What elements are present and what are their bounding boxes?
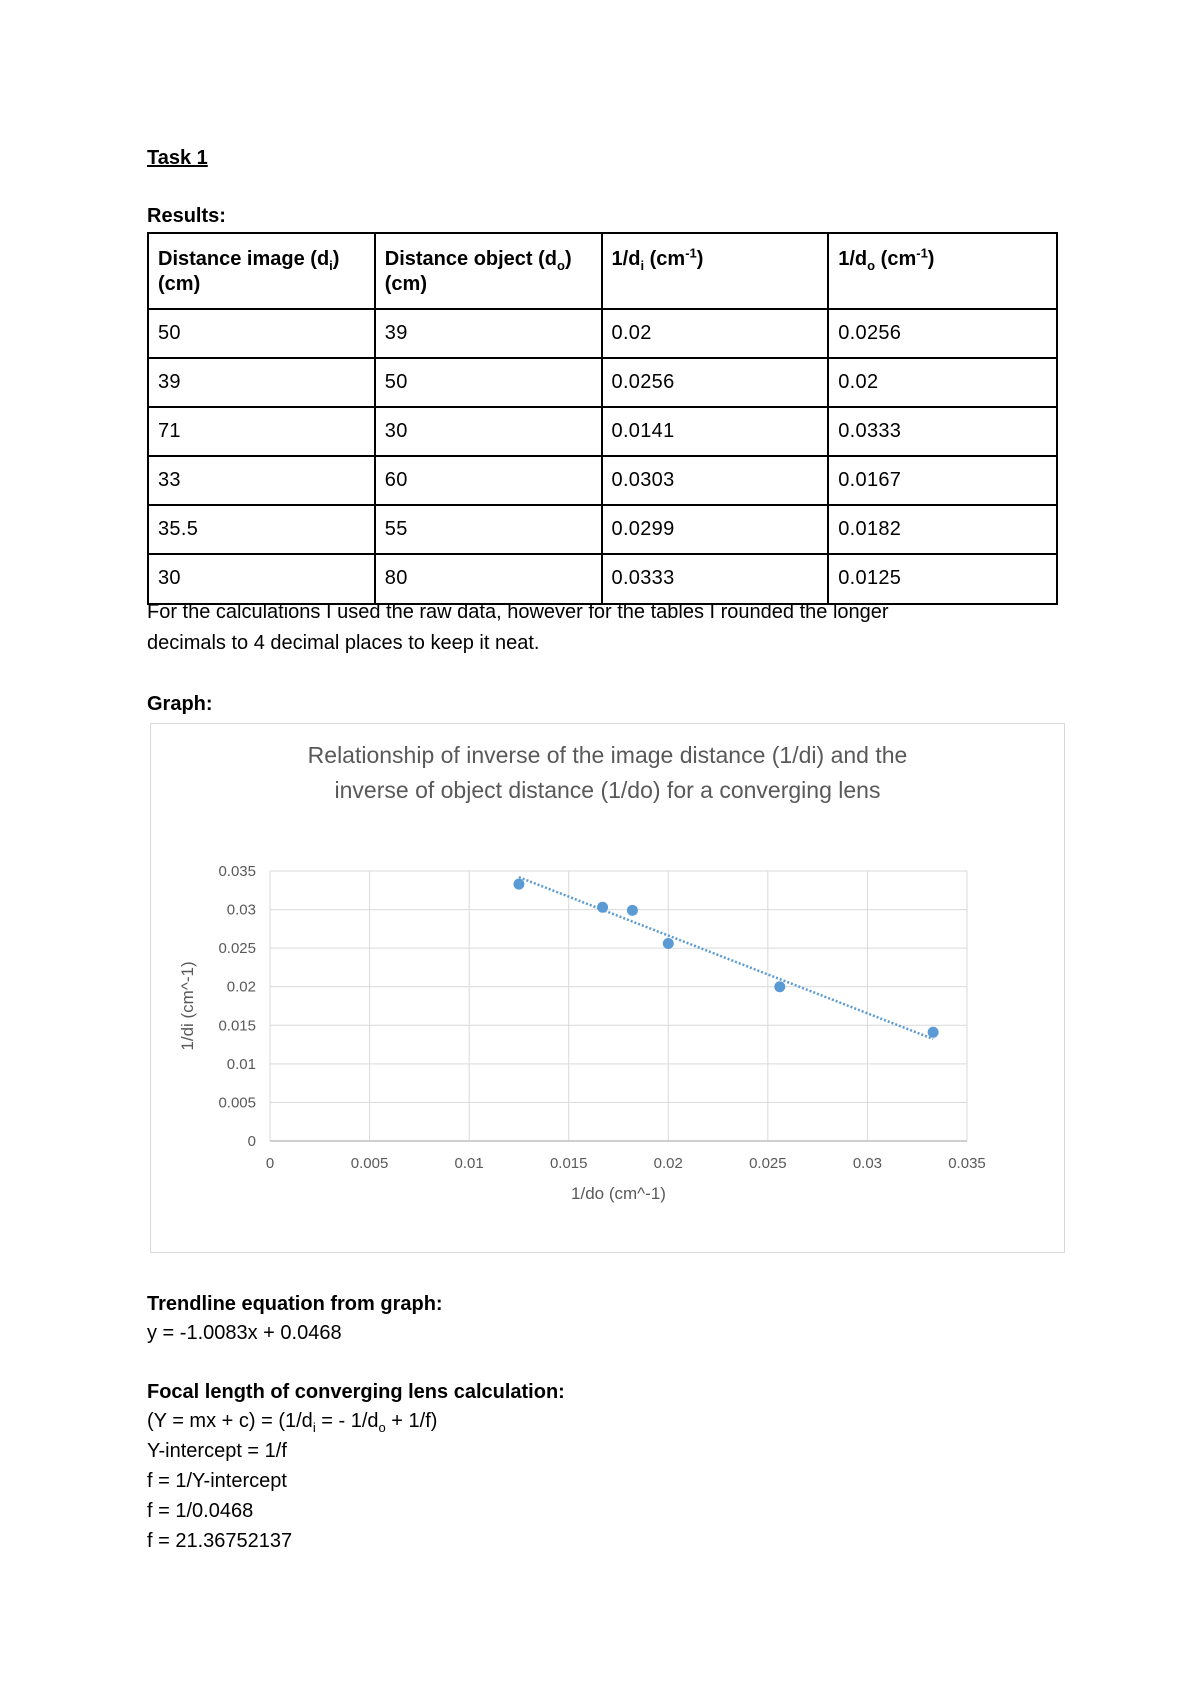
table-cell: 0.0256 — [828, 309, 1057, 358]
x-tick-label: 0.015 — [549, 1155, 588, 1172]
results-label: Results: — [147, 205, 226, 227]
data-point — [928, 1027, 939, 1038]
y-tick-label: 0 — [247, 1133, 256, 1150]
header-subscript: i — [329, 258, 333, 273]
data-point — [597, 902, 608, 913]
data-point — [774, 981, 785, 992]
graph-label: Graph: — [147, 693, 213, 715]
table-cell: 60 — [375, 456, 602, 505]
x-tick-label: 0.03 — [852, 1155, 883, 1172]
calc-line-2: Y-intercept = 1/f — [147, 1440, 287, 1462]
table-cell: 0.0125 — [828, 554, 1057, 604]
x-axis-label: 1/do (cm^-1) — [571, 1184, 666, 1203]
calc-line-1-sub-o: o — [378, 1420, 386, 1435]
calc-line-1-sub-i: i — [312, 1420, 316, 1435]
results-table — [147, 232, 1058, 605]
table-cell: 0.0256 — [602, 358, 829, 407]
table-cell: 39 — [148, 358, 375, 407]
header-text: Distance image (d — [158, 248, 330, 270]
table-cell: 33 — [148, 456, 375, 505]
note-paragraph — [147, 597, 1007, 659]
table-cell: 80 — [375, 554, 602, 604]
x-tick-label: 0.005 — [350, 1155, 389, 1172]
calc-line-1 — [147, 1406, 437, 1436]
table-cell: 0.0333 — [828, 407, 1057, 456]
y-tick-label: 0.025 — [218, 940, 256, 958]
header-superscript: -1 — [685, 245, 697, 261]
table-cell: 0.0167 — [828, 456, 1057, 505]
y-tick-label: 0.015 — [218, 1017, 256, 1035]
note-line-1: For the calculations I used the raw data, however for the tables I rounded the longer — [147, 601, 889, 623]
table-row — [148, 358, 1057, 407]
data-point — [663, 938, 674, 949]
header-subscript: o — [557, 258, 565, 273]
table-cell: 30 — [148, 554, 375, 604]
table-row — [148, 309, 1057, 358]
header-text-tail: ) (cm) — [158, 248, 340, 295]
table-cell: 0.0299 — [602, 505, 829, 554]
table-cell: 0.02 — [602, 309, 829, 358]
header-subscript: i — [640, 258, 645, 273]
trendline-label: Trendline equation from graph: — [147, 1293, 443, 1315]
calc-line-5: f = 21.36752137 — [147, 1530, 293, 1552]
table-row — [148, 407, 1057, 456]
header-text-tail: ) (cm) — [384, 248, 572, 295]
table-cell: 0.0141 — [602, 407, 829, 456]
table-cell: 55 — [375, 505, 602, 554]
y-tick-label: 0.01 — [226, 1055, 256, 1073]
table-header-cell — [375, 233, 602, 309]
x-tick-label: 0.025 — [749, 1155, 787, 1172]
chart-title-line-2: inverse of object distance (1/do) for a converging lens — [334, 777, 881, 803]
calc-line-1-b: = - 1/d — [315, 1410, 379, 1432]
table-header-cell — [602, 233, 829, 309]
calc-line-4: f = 1/0.0468 — [147, 1500, 254, 1522]
y-tick-label: 0.03 — [226, 901, 256, 919]
task-title: Task 1 — [147, 147, 208, 169]
table-cell: 0.0303 — [602, 456, 829, 505]
header-text: Distance object (d — [384, 248, 558, 270]
y-tick-label: 0.035 — [218, 863, 256, 880]
header-text: 1/d — [838, 248, 868, 270]
table-header-cell — [148, 233, 375, 309]
calc-line-3: f = 1/Y-intercept — [147, 1470, 287, 1492]
x-tick-label: 0.02 — [653, 1155, 683, 1172]
table-header-cell — [828, 233, 1057, 309]
table-row — [148, 456, 1057, 505]
table-cell: 0.02 — [828, 358, 1057, 407]
trendline — [519, 877, 933, 1039]
calc-line-1-c: + 1/f) — [385, 1410, 438, 1432]
chart-title-line-1: Relationship of inverse of the image distance (1/di) and the — [307, 742, 908, 768]
table-cell: 30 — [375, 407, 602, 456]
note-line-2: decimals to 4 decimal places to keep it neat. — [147, 632, 540, 654]
focal-length-label: Focal length of converging lens calculation: — [147, 1381, 565, 1403]
header-subscript: o — [867, 258, 876, 273]
x-tick-label: 0.035 — [948, 1155, 986, 1172]
trendline-equation: y = -1.0083x + 0.0468 — [147, 1322, 342, 1344]
header-superscript: -1 — [916, 245, 928, 261]
table-cell: 0.0333 — [602, 554, 829, 604]
x-tick-label: 0.01 — [454, 1155, 484, 1172]
header-text-close: ) — [927, 248, 935, 270]
header-text: 1/d — [611, 248, 641, 270]
header-text-close: ) — [696, 248, 704, 270]
y-tick-label: 0.005 — [218, 1094, 256, 1112]
table-cell: 50 — [375, 358, 602, 407]
y-axis-label: 1/di (cm^-1) — [178, 961, 197, 1051]
x-tick-label: 0 — [265, 1155, 275, 1172]
table-cell: 39 — [375, 309, 602, 358]
data-point — [627, 905, 638, 916]
header-text-tail: (cm — [875, 248, 917, 270]
table-cell: 50 — [148, 309, 375, 358]
table-cell: 71 — [148, 407, 375, 456]
scatter-chart — [151, 724, 1064, 1252]
table-row — [148, 505, 1057, 554]
y-tick-label: 0.02 — [226, 978, 256, 996]
table-cell: 0.0182 — [828, 505, 1057, 554]
calc-line-1-a: (Y = mx + c) = (1/d — [147, 1410, 313, 1432]
table-header-row — [148, 233, 1057, 309]
table-cell: 35.5 — [148, 505, 375, 554]
header-text-tail: (cm — [644, 248, 686, 270]
data-point — [513, 879, 524, 890]
chart-container — [150, 723, 1065, 1253]
